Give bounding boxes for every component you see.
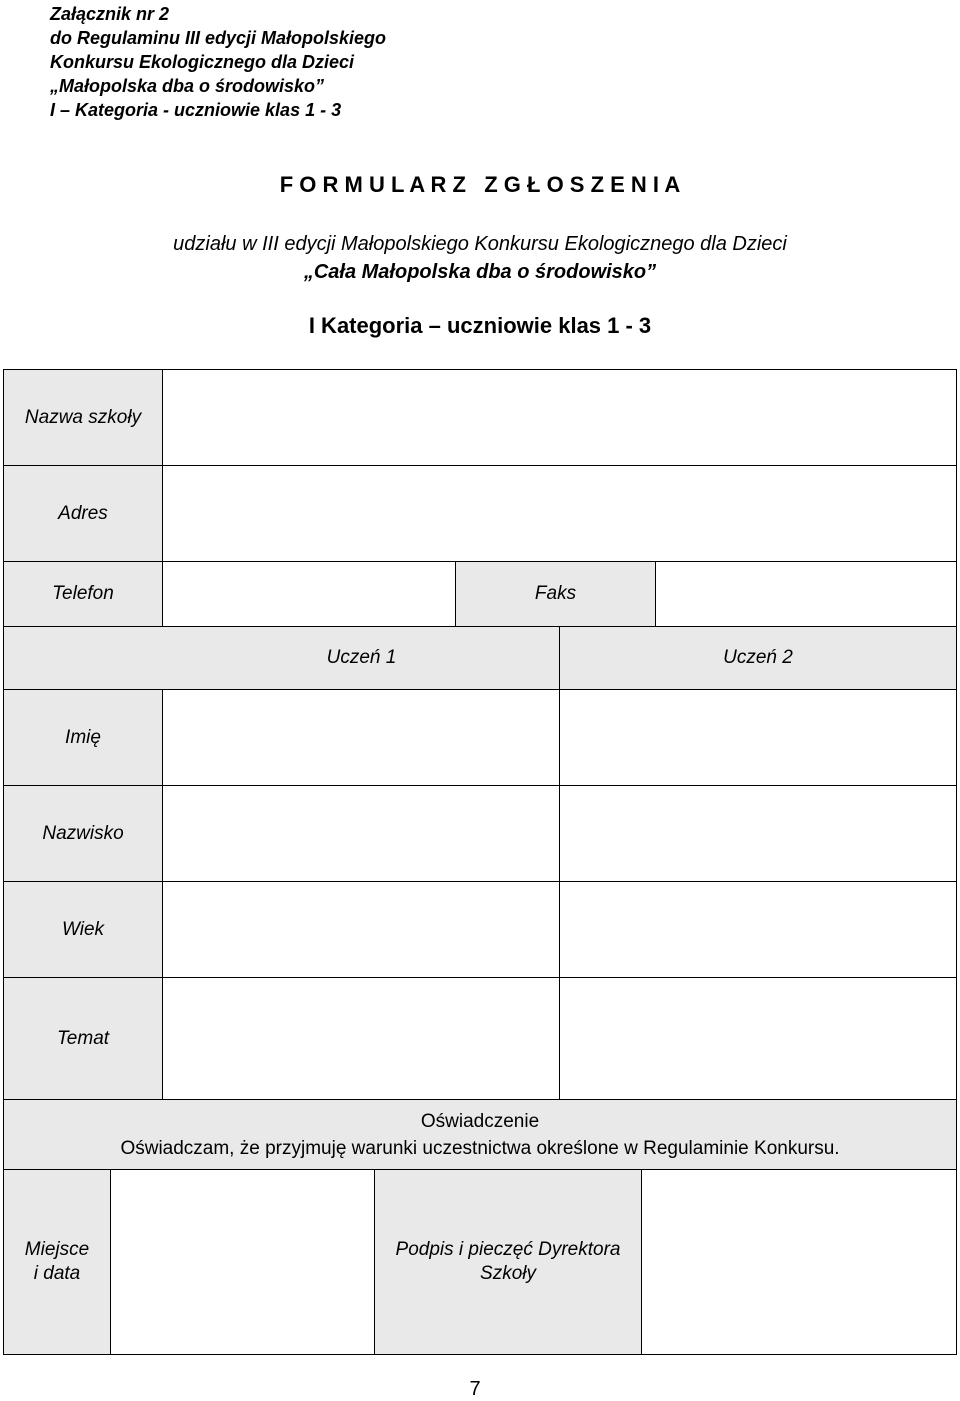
fax-label: Faks — [455, 561, 656, 627]
address-label: Adres — [3, 465, 163, 562]
student2-last-name-field[interactable] — [559, 785, 957, 882]
signature-label-line: Szkoły — [480, 1263, 536, 1284]
category-heading: I Kategoria – uczniowie klas 1 - 3 — [308, 313, 652, 338]
topic-label: Temat — [3, 977, 163, 1100]
form-subtitle — [0, 230, 960, 286]
student1-age-field[interactable] — [162, 881, 560, 978]
header-line: do Regulaminu III edycji Małopolskiego — [50, 28, 387, 48]
school-name-field[interactable] — [162, 369, 957, 466]
subtitle-line: udziału w III edycji Małopolskiego Konkursu Ekologicznego dla Dzieci — [173, 233, 787, 255]
declaration-box — [3, 1099, 957, 1170]
contest-name: „Cała Małopolska dba o środowisko” — [303, 261, 657, 283]
header-line: I – Kategoria - uczniowie klas 1 - 3 — [50, 100, 342, 120]
fax-field[interactable] — [655, 561, 957, 627]
signature-label — [374, 1169, 642, 1355]
student2-header: Uczeń 2 — [559, 626, 957, 690]
student2-topic-field[interactable] — [559, 977, 957, 1100]
place-date-field[interactable] — [110, 1169, 375, 1355]
first-name-label: Imię — [3, 689, 163, 786]
place-date-label — [3, 1169, 111, 1355]
signature-label-line: Podpis i pieczęć Dyrektora — [395, 1239, 621, 1260]
student1-first-name-field[interactable] — [162, 689, 560, 786]
page-number: 7 — [469, 1378, 481, 1400]
declaration-text: Oświadczam, że przyjmuję warunki uczestnictwa określone w Regulaminie Konkursu. — [120, 1137, 840, 1159]
signature-field[interactable] — [641, 1169, 957, 1355]
header-line: „Małopolska dba o środowisko” — [50, 76, 325, 96]
student1-label: Uczeń 1 — [326, 647, 397, 668]
student1-topic-field[interactable] — [162, 977, 560, 1100]
last-name-label: Nazwisko — [3, 785, 163, 882]
school-name-label: Nazwa szkoły — [3, 369, 163, 466]
header-line: Konkursu Ekologicznego dla Dzieci — [50, 52, 355, 72]
phone-field[interactable] — [162, 561, 456, 627]
place-date-label-line: Miejsce — [24, 1239, 90, 1260]
student2-first-name-field[interactable] — [559, 689, 957, 786]
student2-age-field[interactable] — [559, 881, 957, 978]
student1-last-name-field[interactable] — [162, 785, 560, 882]
place-date-label-line: i data — [33, 1263, 81, 1284]
application-form — [3, 369, 957, 1355]
attachment-header — [50, 2, 386, 122]
phone-label: Telefon — [3, 561, 163, 627]
address-field[interactable] — [162, 465, 957, 562]
declaration-title: Oświadczenie — [420, 1110, 540, 1132]
age-label: Wiek — [3, 881, 163, 978]
header-line: Załącznik nr 2 — [50, 4, 170, 24]
student1-header — [3, 626, 560, 690]
form-title: F O R M U L A R Z Z G Ł O S Z E N I A — [279, 172, 681, 197]
